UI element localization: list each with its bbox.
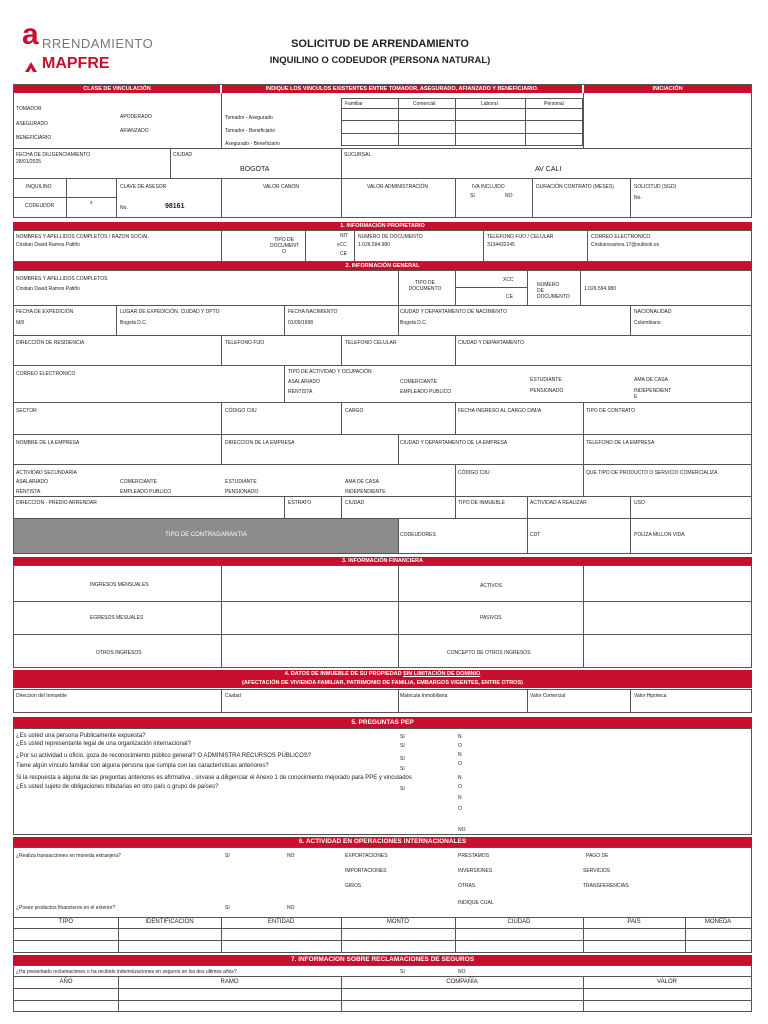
s6-q1-no[interactable]: NO [287,853,295,859]
pep-q5: Si la respuesta a alguna de las preguntas anteriores es afirmativa , sirvase a diligenciar el Anexo 1 de conocimiento mejorado para PPE y vinculados [16,775,412,781]
s1-nombres-label: NOMBRES Y APELLIDOS COMPLETOS / RAZON SOCIAL [16,234,149,240]
s1-tel-value[interactable]: 3134432245 [487,242,515,248]
s4-direccion: Direccion del Inmueble [16,693,67,699]
egresos-label: EGRESOS MESUALES [90,615,144,621]
section-7-bar: 7. INFORMACION SOBRE RECLAMACIONES DE SEGUROS [13,955,752,965]
ciiu-label: CÓDIGO CIIU [225,408,257,414]
s2-numero-doc: NUMERO DE DOCUMENTO [537,282,570,300]
s7-col-ano: AÑO [59,979,73,985]
sucursal-label: SUCURSAL [344,152,372,158]
s2-num-value[interactable]: 1.026.594.980 [584,286,616,292]
s6-q1: ¿Realiza transacciones en moneda extranjera? [16,853,121,859]
s6-pago[interactable]: PAGO DE [586,853,609,859]
predio-ciudad-label: CIUDAD [345,500,365,506]
s7-question: ¿Ha presentado reclamaciones o ha recibido indemnizaciones en seguros en los dos ultimos años? [16,969,237,975]
s6-q2-no[interactable]: NO [287,905,295,911]
ciudad-empresa-label: CIUDAD Y DEPARTAMENTO DE LA EMPRESA [400,440,508,446]
asesor-no-label: No. [120,205,128,211]
pep-n-1[interactable]: N [458,734,462,740]
activos-label: ACTIVOS [480,583,502,589]
iniciacion-bar: INICIACIÓN [584,85,751,93]
s6-otras[interactable]: OTRAS [458,883,476,889]
ciudad-nac-value[interactable]: Bogotá D.C. [400,320,428,326]
section-2-bar: 2. INFORMACIÓN GENERAL [13,262,752,270]
s6-q2: ¿Posee productos financieros en el exterior? [16,905,116,911]
s7-col-compania: COMPAÑÍA [446,979,478,985]
fecha-nac-value[interactable]: 01/09/1998 [288,320,314,326]
dir-empresa-label: DIRECCION DE LA EMPRESA [225,440,295,446]
duracion-label: DURACIÓN CONTRATO (MESES) [536,184,614,190]
section-5-bar: 5. PREGUNTAS PEP [13,717,752,728]
section-6-bar: 6. ACTIVIDAD EN OPERACIONES INTERNACIONALES [13,837,752,847]
s1-num-doc-label: NUMERO DE DOCUMENTO [358,234,423,240]
s7-si[interactable]: SI [400,969,405,975]
s1-correo-label: CORREO ELECTRONICO [591,234,651,240]
dir-residencia-label: DIRECCIÓN DE RESIDENCIA [16,340,85,346]
s1-tel-label: TELEFONO FIJO / CELULAR [487,234,554,240]
page-title: SOLICITUD DE ARRENDAMIENTO [291,38,469,50]
s6-transferencias[interactable]: TRANSFERENCIAS [583,883,629,889]
s2-nombres-label: NOMBRES Y APELLIDOS COMPLETOS [16,276,108,282]
tel-fijo-label: TELEFONO FIJO [225,340,265,346]
iva-label: IVA INCLUIDO [472,184,505,190]
sec-comerciante[interactable]: COMERCIANTE [120,479,157,485]
pep-n-3[interactable]: N [458,775,462,781]
section-6-frame [13,847,752,953]
poliza-label[interactable]: POLIZA MILLON VIDA [634,532,685,538]
tipo-contrato-label: TIPO DE CONTRATO [586,408,635,414]
s4-ciudad: Ciudad [225,693,241,699]
sec-asalariado[interactable]: ASALARIADO [16,479,48,485]
s1-nit[interactable]: NIT [340,233,349,239]
iva-no[interactable]: NO [505,193,513,199]
sector-label: SECTOR [16,408,37,414]
opt-pensionado[interactable]: PENSIONADO [530,388,564,394]
lugar-exp-value[interactable]: Bogotá D.C. [120,320,148,326]
s6-col-pais: PAIS [627,919,641,925]
pep-o-2[interactable]: O [458,761,462,767]
s4-valor-comercial: Valor Comercial [530,693,566,699]
col-laboral: Laboral [481,101,498,107]
s6-col-tipo: TIPO [58,919,73,925]
brand-logo [22,18,162,72]
pep-q6: ¿Es usted sujeto de obligaciones tributarias en otro país o grupo de países? [16,784,219,790]
pep-q2: ¿Es usted representante legal de una organización internacional? [16,741,191,747]
actividad-realizar-label: ACTIVIDAD A REALIZAR [530,500,587,506]
tipo-actividad-label: TIPO DE ACTIVIDAD Y OCUPACIÓN [288,369,372,375]
s6-exportaciones[interactable]: EXPORTACIONES [345,853,388,859]
concepto-label: CONCEPTO DE OTROS INGRESOS [447,650,531,656]
nacionalidad-label: NACIONALIDAD [634,309,672,315]
s1-cc[interactable]: xCC [337,242,347,248]
s6-prestamos[interactable]: PRESTAMOS [458,853,490,859]
ciudad-value[interactable]: BOGOTA [240,166,270,173]
section-4-title2: (AFECTACIÓN DE VIVIENDA FAMILIAR, PATRIMONIO DE FAMILIA, EMBARGOS VIGENTES, ENTRE OTROS) [242,680,523,686]
sec-rentista[interactable]: RENTISTA [16,489,41,495]
codeudor-label: CODEUDOR [25,203,55,209]
pep-si-3[interactable]: SI [400,756,405,762]
cargo-label: CARGO [345,408,364,414]
opt-comerciante[interactable]: COMERCIANTE [400,379,437,385]
clave-asesor-label: CLAVE DE ASESOR [120,184,167,190]
sucursal-value[interactable]: AV CALI [535,166,562,173]
solicitud-no: No. [634,195,642,201]
s6-col-monto: MONTO [386,919,410,925]
fecha-nac-label: FECHA NACIMIENTO [288,309,338,315]
pep-si-4[interactable]: SI [400,766,405,772]
pep-o-1[interactable]: O [458,743,462,749]
iva-si[interactable]: SI [470,193,475,199]
inquilino-label: INQUILINO [26,184,52,190]
beneficiario-label: BENEFICIARIO [16,135,52,141]
s4-title-a: 4. DATOS DE INMUEBLE DE SU PROPIEDAD [284,671,404,677]
logo-text: RRENDAMIENTO [42,36,154,51]
producto-label: QUE TIPO DE PRODUCTO O SERVICIO COMERCIALIZA [586,470,718,476]
pep-o-3[interactable]: O [458,784,462,790]
pep-o-4[interactable]: O [458,806,462,812]
opt-independiente[interactable]: INDEPENDIENT E [634,388,672,400]
logo-letter-a: a [22,18,39,51]
fecha-value[interactable]: 28/01/2025 [16,159,42,165]
dir-predio-label: DIRECCION - PREDIO ARRENDAR [16,500,97,506]
section-3-bar: 3. INFORMACIÓN FINANCIERA [13,557,752,565]
pep-q4: Tiene algún vínculo familiar con alguna persona que cumpla con las características anteriores? [16,763,269,769]
s1-num-doc-value[interactable]: 1.026.594.980 [358,242,390,248]
pep-no-final[interactable]: NO [458,827,466,833]
ingresos-label: INGRESOS MENSUALES [90,582,149,588]
pep-si-1[interactable]: SI [400,734,405,740]
clase-vinculacion-bar: CLASE DE VINCULACIÓN [14,85,220,93]
pep-n-2[interactable]: N [458,752,462,758]
s2-ce[interactable]: CE [506,294,513,300]
col-familiar: Familiar [345,101,363,107]
col-personal: Personal [544,101,564,107]
nacionalidad-value[interactable]: Colombiano [634,320,661,326]
ciiu2-label: CÓDIGO CIIU [458,470,490,476]
pep-si-5[interactable]: SI [400,786,405,792]
s6-q2-si[interactable]: SI [225,905,230,911]
sec-ama-casa[interactable]: AMA DE CASA [345,479,379,485]
s6-col-ciudad: CIUDAD [507,919,531,925]
sec-independiente[interactable]: INDEPENDIENTE [345,489,386,495]
asesor-number[interactable]: 98161 [165,203,185,210]
valor-canon-label: VALOR CANON [263,184,300,190]
col-comercial: Comercial [413,101,436,107]
vinculos-grid [341,98,583,146]
s6-q1-si[interactable]: SI [225,853,230,859]
codeudor-check[interactable]: x [90,200,93,206]
opt-empleado-publico[interactable]: EMPLEADO PUBLICO [400,389,452,395]
s1-correo-value[interactable]: Cristiansramos.17@outlook.es [591,242,660,248]
apoderado-label: APODERADO [120,114,152,120]
s1-nombres-value[interactable]: Cristian David Ramos Patiño [16,242,80,248]
s2-xcc[interactable]: XCC [503,277,514,283]
tel-celular-label: TELEFONO CELULAR [345,340,397,346]
sec-pensionado[interactable]: PENSIONADO [225,489,259,495]
opt-ama-casa[interactable]: AMA DE CASA [634,377,668,383]
section-4-title [13,671,752,678]
s4-title-b: SIN LIMITACIÓN DE DOMINIO [403,671,481,677]
s6-col-entidad: ENTIDAD [267,919,295,925]
s6-indique: INDIQUE CUAL [458,900,494,906]
pep-q3: ¿Por su actividad u oficio, goza de reconocimiento público general? O ADMINISTRA RECURSOS PÚBLICOS? [16,753,312,759]
opt-rentista[interactable]: RENTISTA [288,389,313,395]
estrato-label: ESTRATO [288,500,312,506]
actividad-secundaria-label: ACTIVIDAD SECUNDARIA [16,470,77,476]
pep-n-4[interactable]: N [458,795,462,801]
s7-col-valor: VALOR [657,979,677,985]
s1-ce[interactable]: CE [340,251,347,257]
fecha-label: FECHA DE DILIGENCIAMIENTO [16,152,91,158]
pep-q1: ¿Es usted una persona Publicamente expuesta? [16,733,146,739]
s2-nombres-value[interactable]: Cristian David Ramos Patiño [16,286,80,292]
s1-tipo-doc: TIPO DE DOCUMENT O [270,237,299,255]
s6-servicios[interactable]: SERVICIOS [583,868,611,874]
solicitud-label: SOLICITUD (SGD) [634,184,677,190]
mapfre-icon [25,59,37,69]
s6-col-moneda: MONEDA [704,919,732,925]
mapfre-wordmark: MAPFRE [42,55,110,72]
tomador-label: TOMADOR [16,106,42,112]
contragarantia-label: TIPO DE CONTRAGARANTIA [165,532,247,538]
s7-no[interactable]: NO [458,969,466,975]
lugar-exp-label: LUGAR DE EXPEDICIÓN, CIUDAD Y DPTO [120,309,220,315]
opt-estudiante[interactable]: ESTUDIANTE [530,377,562,383]
nombre-empresa-label: NOMBRE DE LA EMPRESA [16,440,80,446]
correo-label: CORREO ELECTRONICO [16,371,76,377]
s6-importaciones[interactable]: IMPORTACIONES [345,868,387,874]
s6-giros[interactable]: GIROS [345,883,362,889]
pep-si-2[interactable]: SI [400,743,405,749]
rel-tomador-asegurado: Tomador - Asegurado [225,115,273,121]
otros-ingresos-label: OTROS INGRESOS [96,650,142,656]
tipo-inmueble-label: TIPO DE INMUEBLE [458,500,505,506]
fecha-exp-value[interactable]: M/0 [16,320,25,326]
asegurado-label: ASEGURADO [16,121,48,127]
s6-inversiones[interactable]: INVERSIONES [458,868,493,874]
section-1-bar: 1. INFORMACIÓN PROPIETARIO [13,222,752,230]
pasivos-label: PASIVOS [480,615,502,621]
sec-empleado-publico[interactable]: EMPLEADO PUBLICO [120,489,172,495]
afianzado-label: AFIANZADO [120,128,149,134]
rel-asegurado-beneficiario: Asegurado - Beneficiario [225,141,280,147]
ciudad-nac-label: CIUDAD Y DEPARTAMENTO DE NACIMIENTO [400,309,507,315]
s2-tipo-doc: TIPO DE DOCUMENTO [408,280,442,292]
fecha-ingreso-label: FECHA INGRESO AL CARGO D/M/A [458,408,542,414]
cdt-label[interactable]: CDT [530,532,541,538]
s4-valor-hipoteca: Valor Hipoteca [634,693,667,699]
codeudores-label[interactable]: CODEUDORES [400,532,436,538]
fecha-exp-label: FECHA DE EXPEDICIÓN [16,309,74,315]
s7-col-ramo: RAMO [220,979,239,985]
ciudad-dpto-label: CIUDAD Y DEPARTAMENTO [458,340,524,346]
uso-label: USO [634,500,645,506]
tel-empresa-label: TELEFONO DE LA EMPRESA [586,440,655,446]
valor-admin-label: VALOR ADMINISTRACIÓN [367,184,429,190]
s6-col-identificacion: IDENTIFICACIÓN [145,919,194,925]
sec-estudiante[interactable]: ESTUDIANTE [225,479,257,485]
s4-matricula: Matricula Inmobiliaria [400,693,448,699]
ciudad-label: CIUDAD [173,152,193,158]
opt-asalariado[interactable]: ASALARIADO [288,379,320,385]
page-subtitle: INQUILINO O CODEUDOR (PERSONA NATURAL) [269,55,491,66]
rel-tomador-beneficiario: Tomador - Beneficiario [225,128,276,134]
vinculos-bar: INDIQUE LOS VINCULOS EXISTENTES ENTRE TOMADOR, ASEGURADO, AFIANZADO Y BENEFICIARIO. [222,85,582,93]
